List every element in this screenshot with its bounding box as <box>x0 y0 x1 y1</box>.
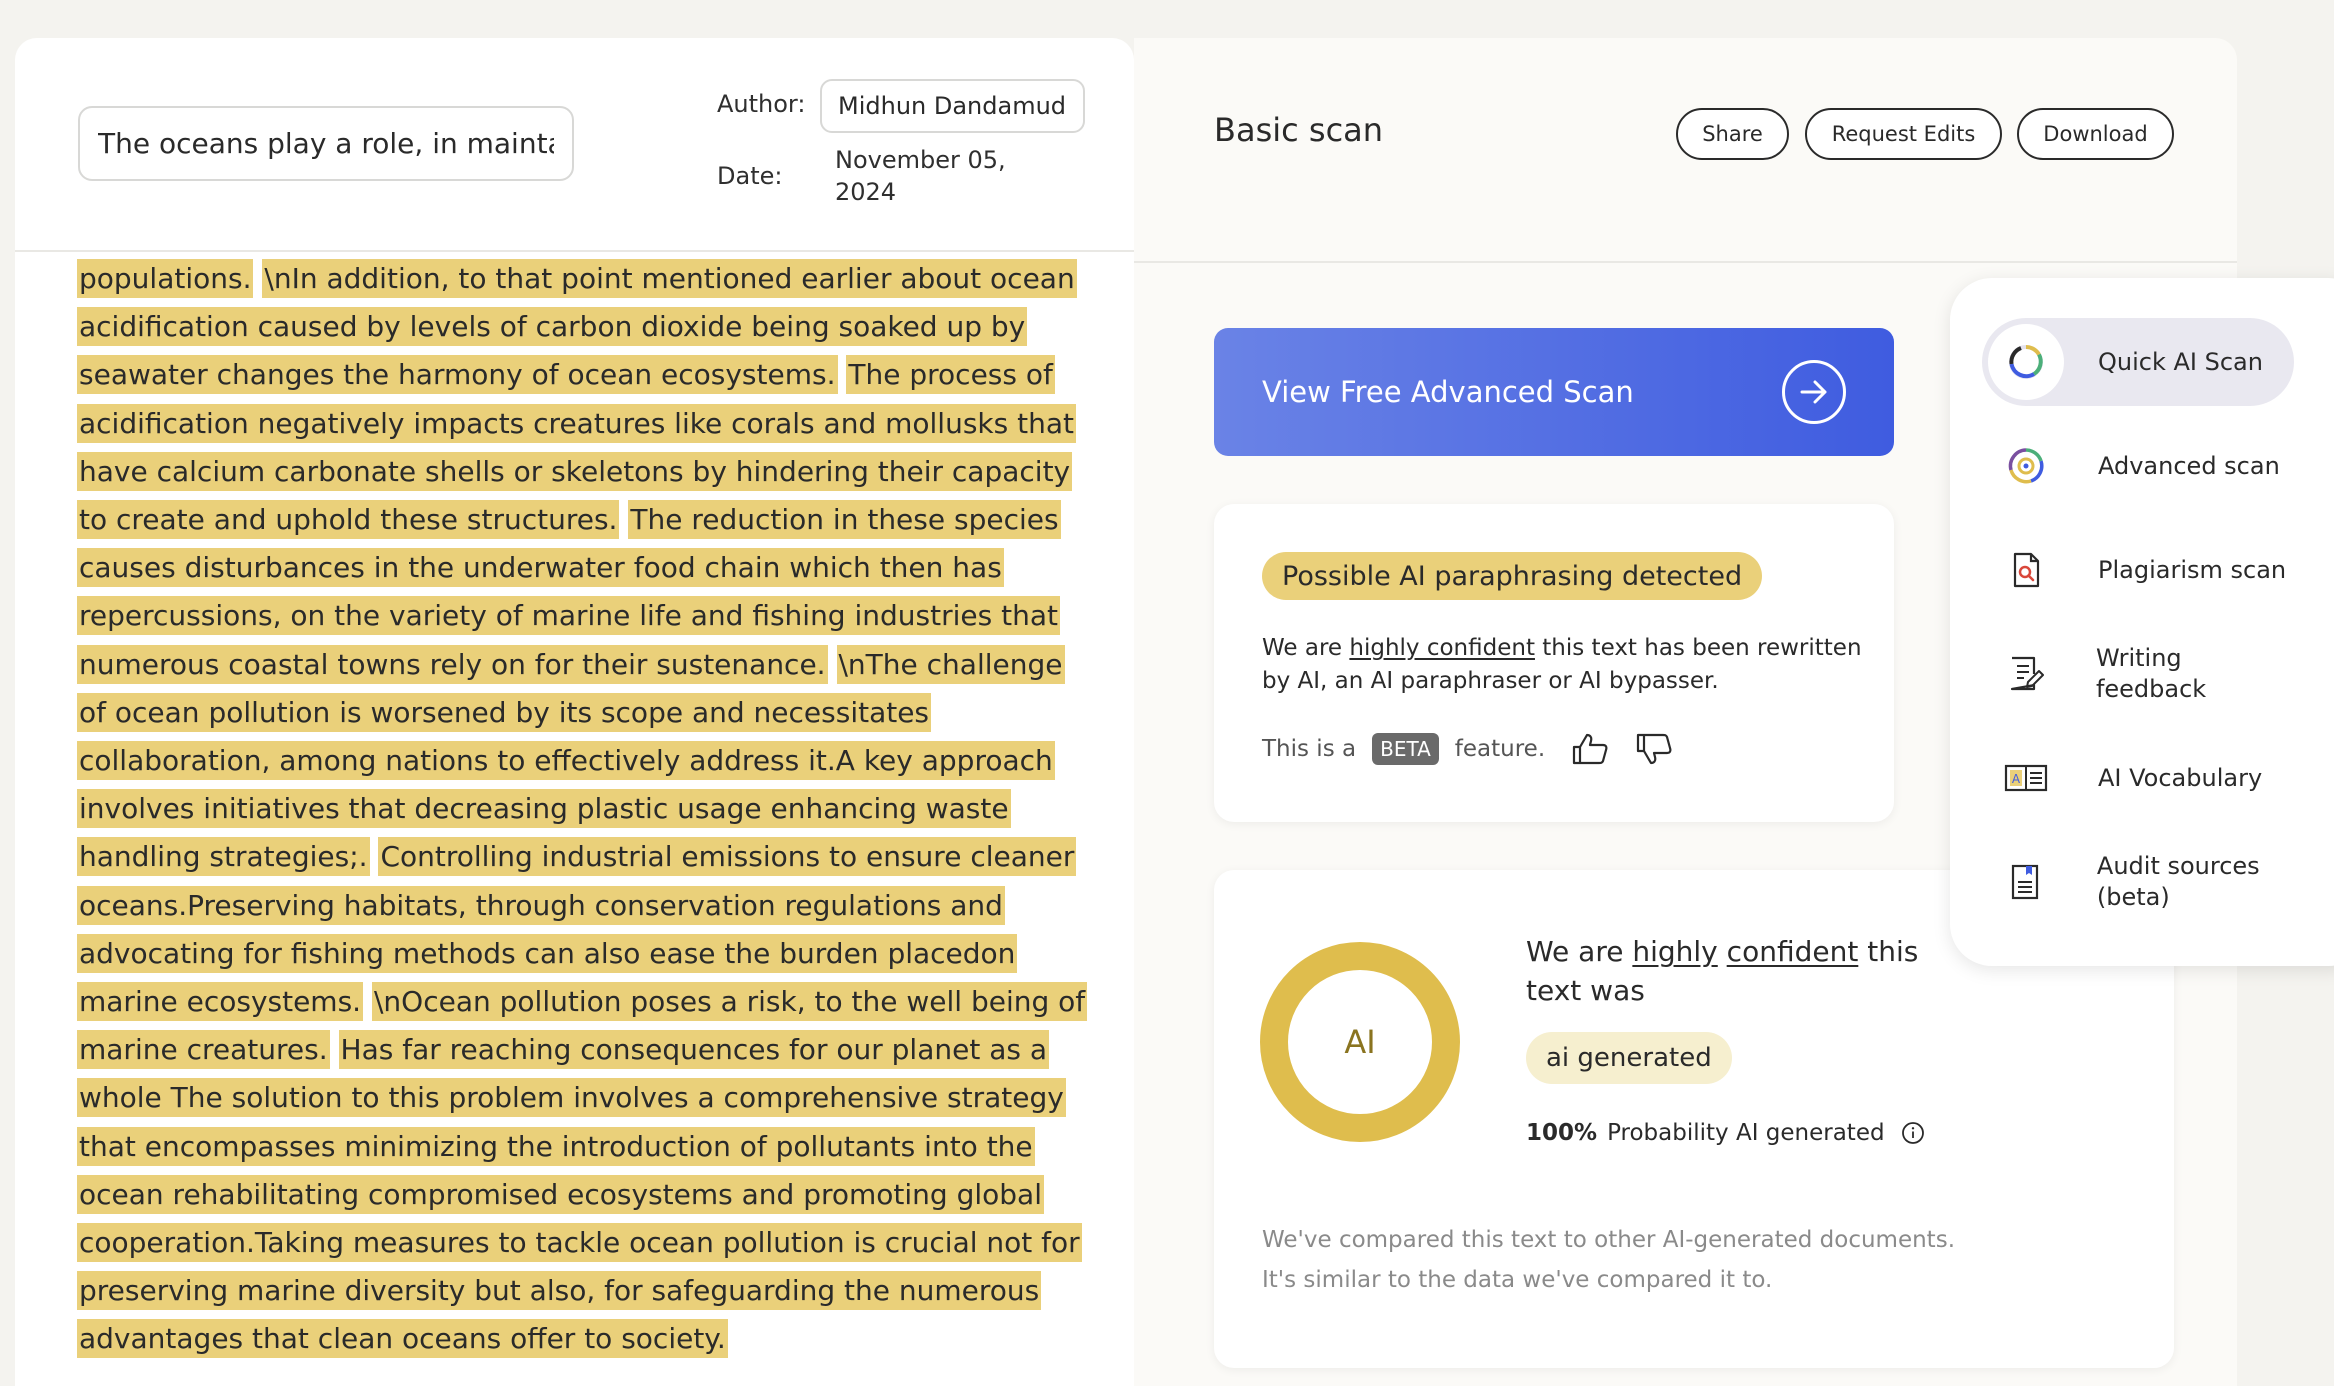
highly-link[interactable]: highly <box>1632 935 1718 968</box>
author-input[interactable] <box>820 79 1085 133</box>
highlighted-segment[interactable]: \nThe challenge of ocean pollution is worsened by its scope and necessitates collaboration, among nations to effectively address it.A key approach involves initiatives that decreasing plastic usage enhancing waste handling strategies;. <box>77 645 1065 877</box>
highlighted-segment[interactable]: populations. <box>77 259 253 298</box>
writing-feedback-icon <box>1988 636 2062 712</box>
probability-label: Probability AI generated <box>1607 1120 1885 1146</box>
document-title-input[interactable] <box>78 106 574 181</box>
highlighted-segment[interactable]: Has far reaching consequences for our planet as a whole The solution to this problem involves a comprehensive strategy that encompasses minimizing the introduction of pollutants into the ocean rehabilitating compromised ecosystems and promoting global cooperation.Taking measures to tackle ocean pollution is crucial not for preserving marine diversity but also, for safeguarding the numerous advantages that clean oceans offer to society. <box>77 1030 1082 1358</box>
date-label: Date: <box>717 162 783 190</box>
menu-item-plagiarism-scan[interactable] <box>1982 526 2294 614</box>
advanced-scan-icon <box>1988 428 2064 504</box>
menu-label: Quick AI Scan <box>2098 347 2263 376</box>
paraphrase-badge: Possible AI paraphrasing detected <box>1262 552 1762 600</box>
scan-header <box>1134 38 2237 263</box>
ai-score-ring <box>1260 942 1460 1142</box>
menu-item-advanced-scan[interactable] <box>1982 422 2294 510</box>
plagiarism-icon <box>1988 532 2064 608</box>
paraphrase-text-post: this text has been rewritten by AI, an AI paraphraser or AI bypasser. <box>1262 635 1862 694</box>
menu-label: Writing feedback <box>2095 644 2207 703</box>
beta-badge: BETA <box>1372 733 1439 765</box>
paraphrase-text-pre: We are <box>1262 635 1350 661</box>
document-text[interactable] <box>77 255 1097 1364</box>
arrow-right-icon <box>1782 360 1846 424</box>
quick-scan-icon <box>1988 324 2064 400</box>
menu-item-writing-feedback[interactable] <box>1982 630 2294 718</box>
thumbs-up-icon[interactable] <box>1571 732 1609 766</box>
paraphrase-description <box>1262 632 1862 698</box>
thumbs-down-icon[interactable] <box>1635 732 1673 766</box>
document-header <box>15 38 1134 252</box>
confident-link[interactable]: confident <box>1726 935 1859 968</box>
paraphrase-card <box>1214 504 1894 822</box>
audit-sources-icon <box>1988 844 2063 920</box>
menu-label: Plagiarism scan <box>2098 555 2287 584</box>
menu-item-quick-ai-scan[interactable] <box>1982 318 2294 406</box>
confidence-text-pre: We are <box>1526 935 1633 968</box>
view-advanced-scan-button[interactable] <box>1214 328 1894 456</box>
menu-label: AI Vocabulary <box>2098 763 2263 792</box>
beta-text-post: feature. <box>1454 736 1546 762</box>
highlighted-segment[interactable]: The process of acidification negatively impacts creatures like corals and mollusks that have calcium carbonate shells or skeletons by hindering their capacity to create and uphold these structures. <box>77 355 1076 539</box>
probability-row <box>1526 1120 1925 1146</box>
menu-item-audit-sources[interactable] <box>1982 838 2294 926</box>
beta-text-pre: This is a <box>1262 736 1357 762</box>
confidence-text-post: this text was <box>1526 935 1919 1007</box>
highly-confident-link[interactable]: highly confident <box>1349 635 1535 661</box>
document-panel <box>15 38 1134 1386</box>
highlighted-segment[interactable]: Controlling industrial emissions to ensure cleaner oceans.Preserving habitats, through conservation regulations and advocating for fishing methods can also ease the burden placedon marine ecosystems. <box>77 837 1076 1021</box>
author-label: Author: <box>717 90 806 118</box>
share-button[interactable]: Share <box>1676 108 1789 160</box>
beta-row <box>1262 732 1673 766</box>
highlighted-segment[interactable]: \nOcean pollution poses a risk, to the well being of marine creatures. <box>77 982 1087 1069</box>
info-icon[interactable] <box>1901 1121 1925 1145</box>
svg-text:A: A <box>2011 772 2021 786</box>
ai-generated-badge: ai generated <box>1526 1032 1732 1084</box>
menu-label: Audit sources (beta) <box>2096 852 2260 911</box>
highlighted-segment[interactable]: \nIn addition, to that point mentioned earlier about ocean acidification caused by levels of carbon dioxide being soaked up by seawater changes the harmony of ocean ecosystems. <box>77 259 1077 394</box>
menu-label: Advanced scan <box>2098 451 2280 480</box>
date-value: November 05, 2024 <box>835 146 1006 206</box>
download-button[interactable]: Download <box>2017 108 2174 160</box>
request-edits-button[interactable]: Request Edits <box>1805 108 2002 160</box>
menu-item-ai-vocabulary[interactable] <box>1982 734 2294 822</box>
probability-value: 100% <box>1526 1120 1598 1146</box>
compare-description: We've compared this text to other AI-generated documents. It's similar to the data we've compared it to. <box>1262 1227 1955 1293</box>
highlighted-segment[interactable]: The reduction in these species causes disturbances in the underwater food chain which then has repercussions, on the variety of marine life and fishing industries that numerous coastal towns rely on for their sustenance. <box>77 500 1061 684</box>
ring-label: AI <box>1344 1023 1376 1061</box>
scan-type-menu <box>1950 278 2334 966</box>
advanced-scan-label: View Free Advanced Scan <box>1262 375 1634 409</box>
confidence-text <box>1526 932 1946 1010</box>
scan-title: Basic scan <box>1214 111 1384 149</box>
vocabulary-icon <box>1988 740 2064 816</box>
